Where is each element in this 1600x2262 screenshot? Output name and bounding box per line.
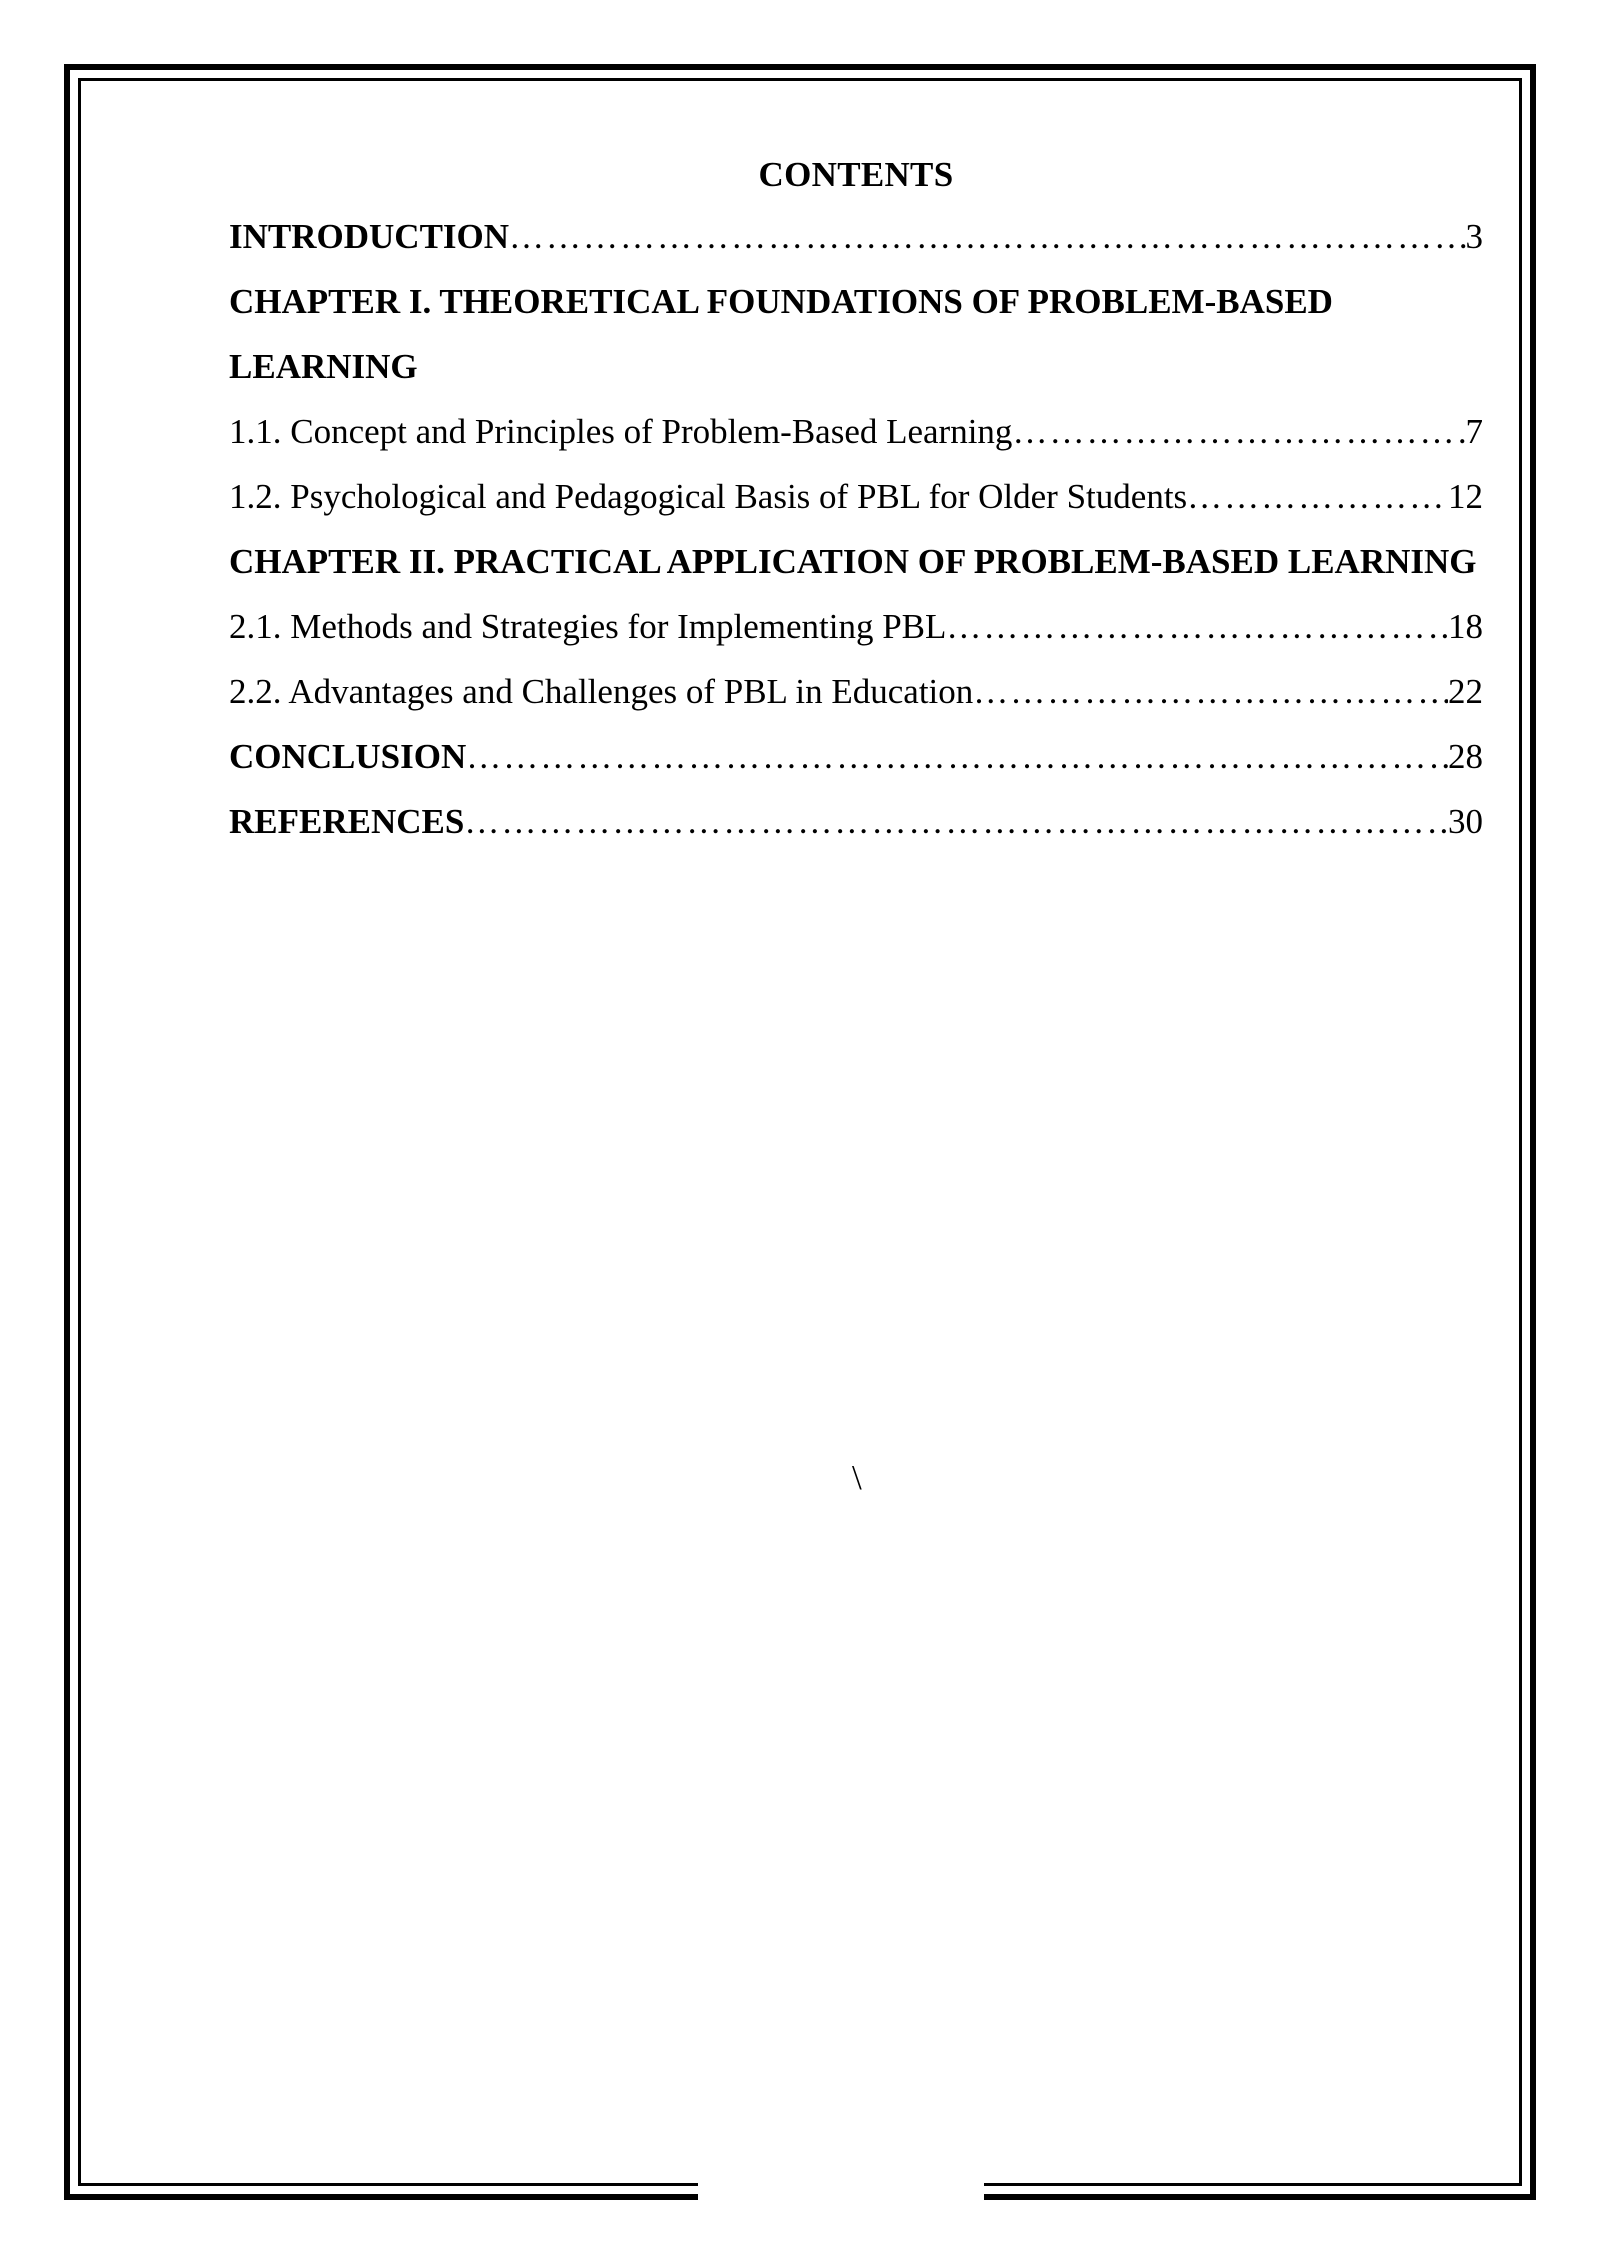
table-of-contents <box>229 146 1483 854</box>
toc-entry-label: CONCLUSION <box>229 737 467 776</box>
toc-dot-leader <box>1012 399 1465 464</box>
toc-page-number: 18 <box>1448 607 1483 646</box>
toc-page-number: 22 <box>1448 672 1483 711</box>
toc-dot-leader <box>1187 464 1448 529</box>
toc-entry-label: 2.1. Methods and Strategies for Implementing PBL <box>229 607 947 646</box>
toc-entry-1-2[interactable] <box>229 464 1483 529</box>
toc-page-number: 12 <box>1448 477 1483 516</box>
toc-entry-label: 2.2. Advantages and Challenges of PBL in Education <box>229 672 974 711</box>
toc-entry-label: 1.2. Psychological and Pedagogical Basis of PBL for Older Students <box>229 477 1188 516</box>
stray-backslash-mark: \ <box>852 1458 862 1497</box>
toc-chapter-heading-1[interactable]: CHAPTER I. THEORETICAL FOUNDATIONS OF PROBLEM-BASED LEARNING <box>229 282 1333 386</box>
toc-dot-leader <box>464 789 1448 854</box>
toc-dot-leader <box>466 724 1448 789</box>
toc-dot-leader <box>973 659 1448 724</box>
toc-chapter-heading-2[interactable]: CHAPTER II. PRACTICAL APPLICATION OF PROBLEM-BASED LEARNING <box>229 542 1477 581</box>
toc-entry-conclusion[interactable] <box>229 724 1483 789</box>
page-border-gap <box>698 2172 984 2206</box>
toc-entry-label: 1.1. Concept and Principles of Problem-Based Learning <box>229 412 1013 451</box>
toc-entry-2-1[interactable] <box>229 594 1483 659</box>
toc-page-number: 7 <box>1465 412 1483 451</box>
toc-page-number: 3 <box>1465 217 1483 256</box>
toc-entry-2-2[interactable] <box>229 659 1483 724</box>
toc-entry-introduction[interactable] <box>229 204 1483 269</box>
toc-dot-leader <box>509 204 1465 269</box>
toc-entry-label: INTRODUCTION <box>229 217 510 256</box>
toc-entry-1-1[interactable] <box>229 399 1483 464</box>
toc-page-number: 28 <box>1448 737 1483 776</box>
toc-dot-leader <box>946 594 1448 659</box>
toc-title: CONTENTS <box>758 155 954 194</box>
toc-page-number: 30 <box>1448 802 1483 841</box>
toc-entry-references[interactable] <box>229 789 1483 854</box>
toc-entry-label: REFERENCES <box>229 802 465 841</box>
